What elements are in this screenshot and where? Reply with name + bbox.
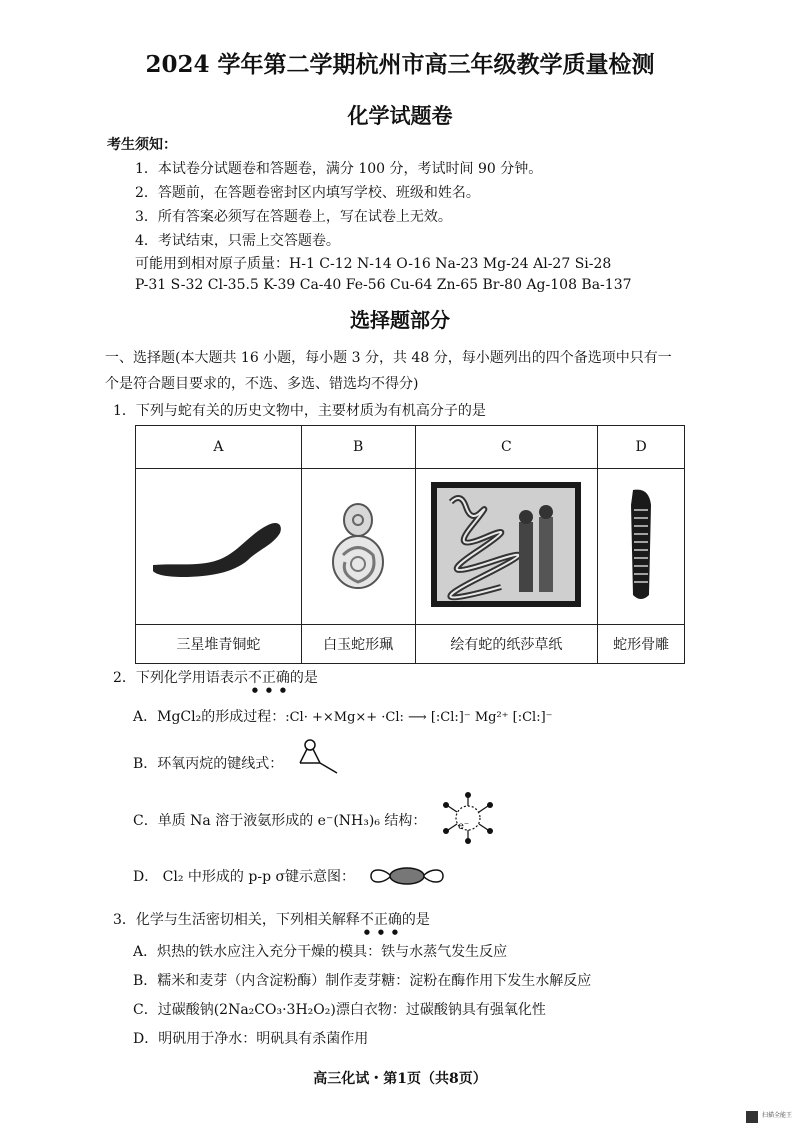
q1-option-a-image <box>136 469 302 625</box>
notice-item-2: 2．答题前，在答题卷密封区内填写学校、班级和姓名。 <box>135 185 480 201</box>
q1-option-b-caption: 白玉蛇形珮 <box>301 625 415 664</box>
q3-option-c: C．过碳酸钠(2Na₂CO₃·3H₂O₂)漂白衣物：过碳酸钠具有强氧化性 <box>133 1002 546 1018</box>
q1-option-c-caption: 绘有蛇的纸莎草纸 <box>415 625 598 664</box>
q3-option-d: D．明矾用于净水：明矾具有杀菌作用 <box>133 1031 369 1047</box>
bronze-snake-image <box>148 505 288 585</box>
q1-stem: 1．下列与蛇有关的历史文物中，主要材质为有机高分子的是 <box>113 403 486 419</box>
q2-option-a-formula: :Cl· +×Mg×+ ·Cl: ⟶ [:Cl:]⁻ Mg²⁺ [:Cl:]⁻ <box>285 710 553 725</box>
atomic-masses-line-1: 可能用到相对原子质量：H-1 C-12 N-14 O-16 Na-23 Mg-24 Al-27 Si-28 <box>135 256 612 272</box>
q1-option-c-image <box>415 469 598 625</box>
q2-option-c-label: C．单质 Na 溶于液氨形成的 e⁻(NH₃)₆ 结构： <box>133 813 427 829</box>
q2-option-a-label: A．MgCl₂的形成过程： <box>133 709 286 725</box>
scanner-watermark: 扫描全能王 <box>762 1112 793 1119</box>
q2-stem-prefix: 2．下列化学用语表示 <box>113 670 248 686</box>
papyrus-snake-image <box>431 482 581 607</box>
jade-snake-pendant-image <box>323 490 393 600</box>
notice-item-1: 1．本试卷分试题卷和答题卷，满分 100 分，考试时间 90 分钟。 <box>135 161 543 177</box>
q1-option-a-caption: 三星堆青铜蛇 <box>136 625 302 664</box>
notice-item-4: 4．考试结束，只需上交答题卷。 <box>135 233 340 249</box>
q3-option-b: B．糯米和麦芽（内含淀粉酶）制作麦芽糖：淀粉在酶作用下发生水解反应 <box>133 973 592 989</box>
page-footer: 高三化试・第1页（共8页） <box>313 1071 487 1087</box>
notice-heading: 考生须知： <box>107 137 177 153</box>
q2-option-b-label: B．环氧丙烷的键线式： <box>133 756 284 772</box>
solvated-electron-structure <box>437 789 499 847</box>
q1-option-b-image <box>301 469 415 625</box>
notice-item-3: 3．所有答案必须写在答题卷上，写在试卷上无效。 <box>135 209 452 225</box>
q1-option-c-letter: C <box>415 426 598 469</box>
p-p-sigma-bond-diagram <box>367 864 447 888</box>
q3-stem-emphasis: 不正确 <box>359 912 402 928</box>
atomic-masses-line-2: P-31 S-32 Cl-35.5 K-39 Ca-40 Fe-56 Cu-64 Zn-65 Br-80 Ag-108 Ba-137 <box>135 277 632 293</box>
qr-code-icon <box>746 1111 758 1123</box>
q1-options-table <box>135 425 685 664</box>
q1-option-d-letter: D <box>598 426 685 469</box>
q2-option-a <box>133 706 553 726</box>
q2-stem-suffix: 的是 <box>289 670 318 686</box>
q2-option-d-label: D． Cl₂ 中形成的 p-p σ键示意图： <box>133 869 356 885</box>
epoxypropane-structure <box>293 737 343 779</box>
q1-option-d-caption: 蛇形骨雕 <box>598 625 685 664</box>
section-title: 选择题部分 <box>350 308 450 332</box>
q3-stem-suffix: 的是 <box>401 912 430 928</box>
q1-option-a-letter: A <box>136 426 302 469</box>
part1-instructions-line-1: 一、选择题(本大题共 16 小题，每小题 3 分，共 48 分，每小题列出的四个备选项中只有一 <box>105 350 672 366</box>
q3-stem <box>113 909 430 936</box>
q3-option-a: A．炽热的铁水应注入充分干燥的模具：铁与水蒸气发生反应 <box>133 944 508 960</box>
solvated-electron-label: e⁻ <box>458 821 470 832</box>
part1-instructions-line-2: 个是符合题目要求的，不选、多选、错选均不得分) <box>105 376 419 392</box>
q1-option-b-letter: B <box>301 426 415 469</box>
q2-stem-emphasis: 不正确 <box>247 670 290 686</box>
q2-stem <box>113 667 318 694</box>
exam-subtitle: 化学试题卷 <box>347 103 453 128</box>
q1-option-d-image <box>598 469 685 625</box>
bone-snake-carving-image <box>621 485 661 605</box>
exam-title: 2024 学年第二学期杭州市高三年级教学质量检测 <box>145 51 655 78</box>
q3-stem-prefix: 3．化学与生活密切相关，下列相关解释 <box>113 912 360 928</box>
